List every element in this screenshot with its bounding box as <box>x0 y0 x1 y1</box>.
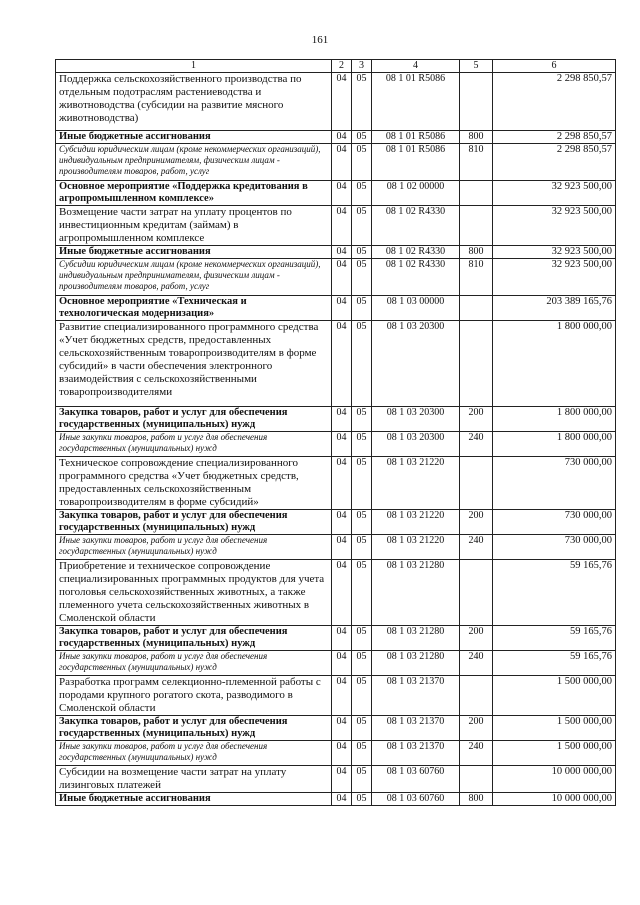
row-name-cell: Возмещение части затрат на уплату процентов по инвестиционным кредитам (займам) в агропромышленном комплексе <box>56 206 332 246</box>
row-amount-cell: 32 923 500,00 <box>493 246 616 259</box>
row-section-cell: 04 <box>332 407 352 432</box>
row-target-code-cell: 08 1 03 60760 <box>372 766 460 793</box>
row-section-cell: 04 <box>332 457 352 510</box>
row-subsection-cell: 05 <box>352 246 372 259</box>
row-name-cell: Приобретение и техническое сопровождение специализированных программных продуктов для учета поголовья сельскохозяйственных животных, а также племенного учета сельскохозяйственных животных в Смоленской области <box>56 560 332 626</box>
row-expense-type-cell <box>460 296 493 321</box>
table-row <box>56 259 616 296</box>
row-subsection-cell: 05 <box>352 741 372 766</box>
row-subsection-cell: 05 <box>352 676 372 716</box>
row-section-cell: 04 <box>332 510 352 535</box>
row-name-cell: Иные закупки товаров, работ и услуг для обеспечения государственных (муниципальных) нужд <box>56 651 332 676</box>
row-name-cell: Техническое сопровождение специализированного программного средства «Учет бюджетных средств, предоставленных сельскохозяйственным товаропроизводителям в форме субсидий» <box>56 457 332 510</box>
table-row <box>56 296 616 321</box>
table-row <box>56 206 616 246</box>
row-section-cell: 04 <box>332 181 352 206</box>
row-target-code-cell: 08 1 03 21280 <box>372 651 460 676</box>
row-name-cell: Иные бюджетные ассигнования <box>56 246 332 259</box>
row-name-cell: Иные закупки товаров, работ и услуг для обеспечения государственных (муниципальных) нужд <box>56 535 332 560</box>
row-expense-type-cell: 200 <box>460 626 493 651</box>
row-expense-type-cell: 800 <box>460 246 493 259</box>
row-section-cell: 04 <box>332 651 352 676</box>
row-target-code-cell: 08 1 03 20300 <box>372 432 460 457</box>
row-subsection-cell: 05 <box>352 651 372 676</box>
row-expense-type-cell <box>460 73 493 131</box>
row-target-code-cell: 08 1 02 R4330 <box>372 246 460 259</box>
row-section-cell: 04 <box>332 206 352 246</box>
row-expense-type-cell: 800 <box>460 793 493 806</box>
row-target-code-cell: 08 1 03 21220 <box>372 457 460 510</box>
row-name-cell: Закупка товаров, работ и услуг для обеспечения государственных (муниципальных) нужд <box>56 407 332 432</box>
row-expense-type-cell: 810 <box>460 144 493 181</box>
row-target-code-cell: 08 1 03 20300 <box>372 407 460 432</box>
table-row <box>56 131 616 144</box>
row-amount-cell: 730 000,00 <box>493 510 616 535</box>
table-row <box>56 457 616 510</box>
row-subsection-cell: 05 <box>352 296 372 321</box>
row-amount-cell: 2 298 850,57 <box>493 73 616 131</box>
row-name-cell: Закупка товаров, работ и услуг для обеспечения государственных (муниципальных) нужд <box>56 510 332 535</box>
row-target-code-cell: 08 1 03 20300 <box>372 321 460 407</box>
row-name-cell: Иные закупки товаров, работ и услуг для обеспечения государственных (муниципальных) нужд <box>56 432 332 457</box>
table-row <box>56 560 616 626</box>
row-expense-type-cell <box>460 321 493 407</box>
header-col-5: 5 <box>460 60 493 73</box>
row-section-cell: 04 <box>332 73 352 131</box>
row-name-cell: Основное мероприятие «Поддержка кредитования в агропромышленном комплексе» <box>56 181 332 206</box>
table-row <box>56 651 616 676</box>
row-target-code-cell: 08 1 01 R5086 <box>372 144 460 181</box>
row-section-cell: 04 <box>332 716 352 741</box>
row-name-cell: Иные бюджетные ассигнования <box>56 793 332 806</box>
row-amount-cell: 32 923 500,00 <box>493 259 616 296</box>
row-section-cell: 04 <box>332 259 352 296</box>
row-target-code-cell: 08 1 02 00000 <box>372 181 460 206</box>
table-row <box>56 535 616 560</box>
header-col-6: 6 <box>493 60 616 73</box>
row-expense-type-cell <box>460 181 493 206</box>
row-amount-cell: 10 000 000,00 <box>493 793 616 806</box>
row-target-code-cell: 08 1 03 21370 <box>372 716 460 741</box>
page-number: 161 <box>311 34 329 46</box>
row-expense-type-cell <box>460 766 493 793</box>
header-col-4: 4 <box>372 60 460 73</box>
table-header-row <box>56 60 616 73</box>
row-amount-cell: 10 000 000,00 <box>493 766 616 793</box>
row-section-cell: 04 <box>332 676 352 716</box>
row-expense-type-cell: 240 <box>460 535 493 560</box>
row-expense-type-cell <box>460 206 493 246</box>
row-amount-cell: 2 298 850,57 <box>493 131 616 144</box>
row-name-cell: Поддержка сельскохозяйственного производства по отдельным подотраслям растениеводства и животноводства (субсидии на развитие мясного животноводства) <box>56 73 332 131</box>
row-amount-cell: 1 800 000,00 <box>493 432 616 457</box>
row-expense-type-cell: 810 <box>460 259 493 296</box>
row-name-cell: Субсидии на возмещение части затрат на уплату лизинговых платежей <box>56 766 332 793</box>
row-target-code-cell: 08 1 03 21370 <box>372 676 460 716</box>
row-name-cell: Субсидии юридическим лицам (кроме некоммерческих организаций), индивидуальным предпринимателям, физическим лицам - производителям товаров, работ, услуг <box>56 259 332 296</box>
table-body <box>56 73 616 806</box>
row-amount-cell: 59 165,76 <box>493 626 616 651</box>
row-amount-cell: 730 000,00 <box>493 535 616 560</box>
row-amount-cell: 32 923 500,00 <box>493 181 616 206</box>
row-expense-type-cell: 240 <box>460 651 493 676</box>
row-target-code-cell: 08 1 02 R4330 <box>372 206 460 246</box>
row-amount-cell: 1 500 000,00 <box>493 716 616 741</box>
row-amount-cell: 1 800 000,00 <box>493 407 616 432</box>
row-subsection-cell: 05 <box>352 73 372 131</box>
row-section-cell: 04 <box>332 321 352 407</box>
row-section-cell: 04 <box>332 296 352 321</box>
row-name-cell: Иные бюджетные ассигнования <box>56 131 332 144</box>
table-row <box>56 73 616 131</box>
row-expense-type-cell: 200 <box>460 716 493 741</box>
table-row <box>56 676 616 716</box>
table-row <box>56 626 616 651</box>
table-row <box>56 766 616 793</box>
row-name-cell: Иные закупки товаров, работ и услуг для обеспечения государственных (муниципальных) нужд <box>56 741 332 766</box>
row-section-cell: 04 <box>332 432 352 457</box>
row-section-cell: 04 <box>332 535 352 560</box>
row-section-cell: 04 <box>332 793 352 806</box>
row-subsection-cell: 05 <box>352 206 372 246</box>
row-expense-type-cell <box>460 457 493 510</box>
row-name-cell: Закупка товаров, работ и услуг для обеспечения государственных (муниципальных) нужд <box>56 716 332 741</box>
row-section-cell: 04 <box>332 766 352 793</box>
table-row <box>56 407 616 432</box>
table-row <box>56 246 616 259</box>
row-expense-type-cell <box>460 676 493 716</box>
row-expense-type-cell: 240 <box>460 432 493 457</box>
row-subsection-cell: 05 <box>352 144 372 181</box>
row-subsection-cell: 05 <box>352 181 372 206</box>
row-subsection-cell: 05 <box>352 457 372 510</box>
row-section-cell: 04 <box>332 131 352 144</box>
row-amount-cell: 2 298 850,57 <box>493 144 616 181</box>
row-target-code-cell: 08 1 03 21220 <box>372 535 460 560</box>
table-row <box>56 510 616 535</box>
row-target-code-cell: 08 1 03 21280 <box>372 560 460 626</box>
header-col-3: 3 <box>352 60 372 73</box>
table-row <box>56 793 616 806</box>
row-subsection-cell: 05 <box>352 510 372 535</box>
table-row <box>56 741 616 766</box>
row-subsection-cell: 05 <box>352 560 372 626</box>
row-amount-cell: 59 165,76 <box>493 651 616 676</box>
row-subsection-cell: 05 <box>352 131 372 144</box>
row-section-cell: 04 <box>332 560 352 626</box>
row-name-cell: Разработка программ селекционно-племенной работы с породами крупного рогатого скота, разводимого в Смоленской области <box>56 676 332 716</box>
row-expense-type-cell: 240 <box>460 741 493 766</box>
row-name-cell: Закупка товаров, работ и услуг для обеспечения государственных (муниципальных) нужд <box>56 626 332 651</box>
row-amount-cell: 1 800 000,00 <box>493 321 616 407</box>
row-target-code-cell: 08 1 03 21370 <box>372 741 460 766</box>
row-amount-cell: 59 165,76 <box>493 560 616 626</box>
header-col-1: 1 <box>56 60 332 73</box>
table-row <box>56 144 616 181</box>
table-row <box>56 181 616 206</box>
row-target-code-cell: 08 1 03 00000 <box>372 296 460 321</box>
row-name-cell: Основное мероприятие «Техническая и технологическая модернизация» <box>56 296 332 321</box>
budget-table <box>55 59 616 806</box>
table-row <box>56 716 616 741</box>
row-amount-cell: 32 923 500,00 <box>493 206 616 246</box>
row-expense-type-cell: 200 <box>460 510 493 535</box>
row-subsection-cell: 05 <box>352 407 372 432</box>
row-expense-type-cell: 200 <box>460 407 493 432</box>
row-target-code-cell: 08 1 01 R5086 <box>372 131 460 144</box>
row-subsection-cell: 05 <box>352 716 372 741</box>
row-name-cell: Развитие специализированного программного средства «Учет бюджетных средств, предоставленных сельскохозяйственным товаропроизводителям в форме субсидий» в части обеспечения электронного взаимодействия с сельскохозяйственными товаропроизводителями <box>56 321 332 407</box>
row-section-cell: 04 <box>332 741 352 766</box>
row-target-code-cell: 08 1 02 R4330 <box>372 259 460 296</box>
row-expense-type-cell <box>460 560 493 626</box>
row-subsection-cell: 05 <box>352 259 372 296</box>
row-name-cell: Субсидии юридическим лицам (кроме некоммерческих организаций), индивидуальным предпринимателям, физическим лицам - производителям товаров, работ, услуг <box>56 144 332 181</box>
row-subsection-cell: 05 <box>352 321 372 407</box>
row-subsection-cell: 05 <box>352 432 372 457</box>
row-target-code-cell: 08 1 03 21280 <box>372 626 460 651</box>
row-amount-cell: 730 000,00 <box>493 457 616 510</box>
row-subsection-cell: 05 <box>352 535 372 560</box>
table-row <box>56 321 616 407</box>
row-amount-cell: 1 500 000,00 <box>493 741 616 766</box>
row-expense-type-cell: 800 <box>460 131 493 144</box>
row-subsection-cell: 05 <box>352 766 372 793</box>
row-amount-cell: 203 389 165,76 <box>493 296 616 321</box>
row-target-code-cell: 08 1 01 R5086 <box>372 73 460 131</box>
row-section-cell: 04 <box>332 246 352 259</box>
header-col-2: 2 <box>332 60 352 73</box>
row-subsection-cell: 05 <box>352 626 372 651</box>
table-row <box>56 432 616 457</box>
row-section-cell: 04 <box>332 144 352 181</box>
row-target-code-cell: 08 1 03 60760 <box>372 793 460 806</box>
row-amount-cell: 1 500 000,00 <box>493 676 616 716</box>
row-target-code-cell: 08 1 03 21220 <box>372 510 460 535</box>
row-section-cell: 04 <box>332 626 352 651</box>
row-subsection-cell: 05 <box>352 793 372 806</box>
